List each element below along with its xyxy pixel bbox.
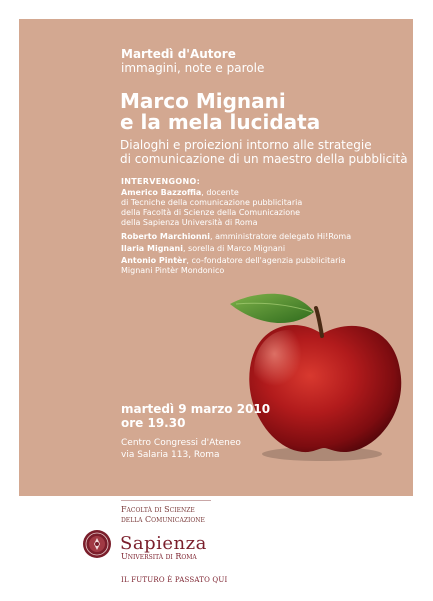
event-subtitle (120, 138, 408, 166)
event-title-line1: Marco Mignani (120, 89, 286, 113)
speaker-detail: della Facoltà di Scienze della Comunicazione (121, 208, 301, 217)
footer-divider (121, 500, 211, 501)
speaker-entry (121, 244, 285, 254)
speaker-detail: di Tecniche della comunicazione pubblicitaria (121, 198, 303, 207)
event-subtitle-line1: Dialoghi e proiezioni intorno alle strategie (120, 138, 372, 152)
event-title (120, 91, 320, 133)
event-date-line: martedì 9 marzo 2010 (121, 402, 271, 416)
speaker-role: , sorella di Marco Mignani (182, 244, 286, 253)
speaker-entry (121, 256, 346, 276)
speaker-name: Ilaria Mignani (121, 244, 183, 253)
faculty-name (121, 505, 205, 525)
apple-illustration (226, 288, 406, 468)
speaker-entry (121, 188, 302, 228)
series-title: Martedì d'Autore (121, 47, 236, 61)
brand-name: Sapienza (120, 533, 207, 554)
venue-line2: via Salaria 113, Roma (121, 450, 220, 460)
speaker-entry (121, 232, 351, 242)
event-subtitle-line2: di comunicazione di un maestro della pubblicità (120, 152, 408, 166)
university-motto: IL FUTURO È PASSATO QUI (121, 576, 228, 584)
speaker-role: , co-fondatore dell'agenzia pubblicitaria (186, 256, 346, 265)
event-date (121, 402, 270, 430)
speaker-detail: Mignani Pintèr Mondonico (121, 266, 225, 275)
speaker-name: Roberto Marchionni (121, 232, 210, 241)
speaker-role: , docente (201, 188, 239, 197)
event-time-line: ore 19.30 (121, 416, 186, 430)
speaker-name: Antonio Pintèr (121, 256, 187, 265)
speaker-detail: della Sapienza Università di Roma (121, 218, 258, 227)
university-name: Università di Roma (121, 552, 197, 561)
speaker-role: , amministratore delegato Hi!Roma (209, 232, 352, 241)
event-venue (121, 437, 241, 461)
faculty-line1: Facoltà di Scienze (121, 505, 195, 514)
speaker-name: Americo Bazzoffia (121, 188, 202, 197)
series-subtitle: immagini, note e parole (121, 61, 265, 75)
speakers-heading: INTERVENGONO: (121, 177, 201, 186)
faculty-line2: della Comunicazione (121, 515, 205, 524)
event-title-line2: e la mela lucidata (120, 110, 321, 134)
university-seal-icon (82, 529, 112, 559)
venue-line1: Centro Congressi d'Ateneo (121, 438, 241, 448)
